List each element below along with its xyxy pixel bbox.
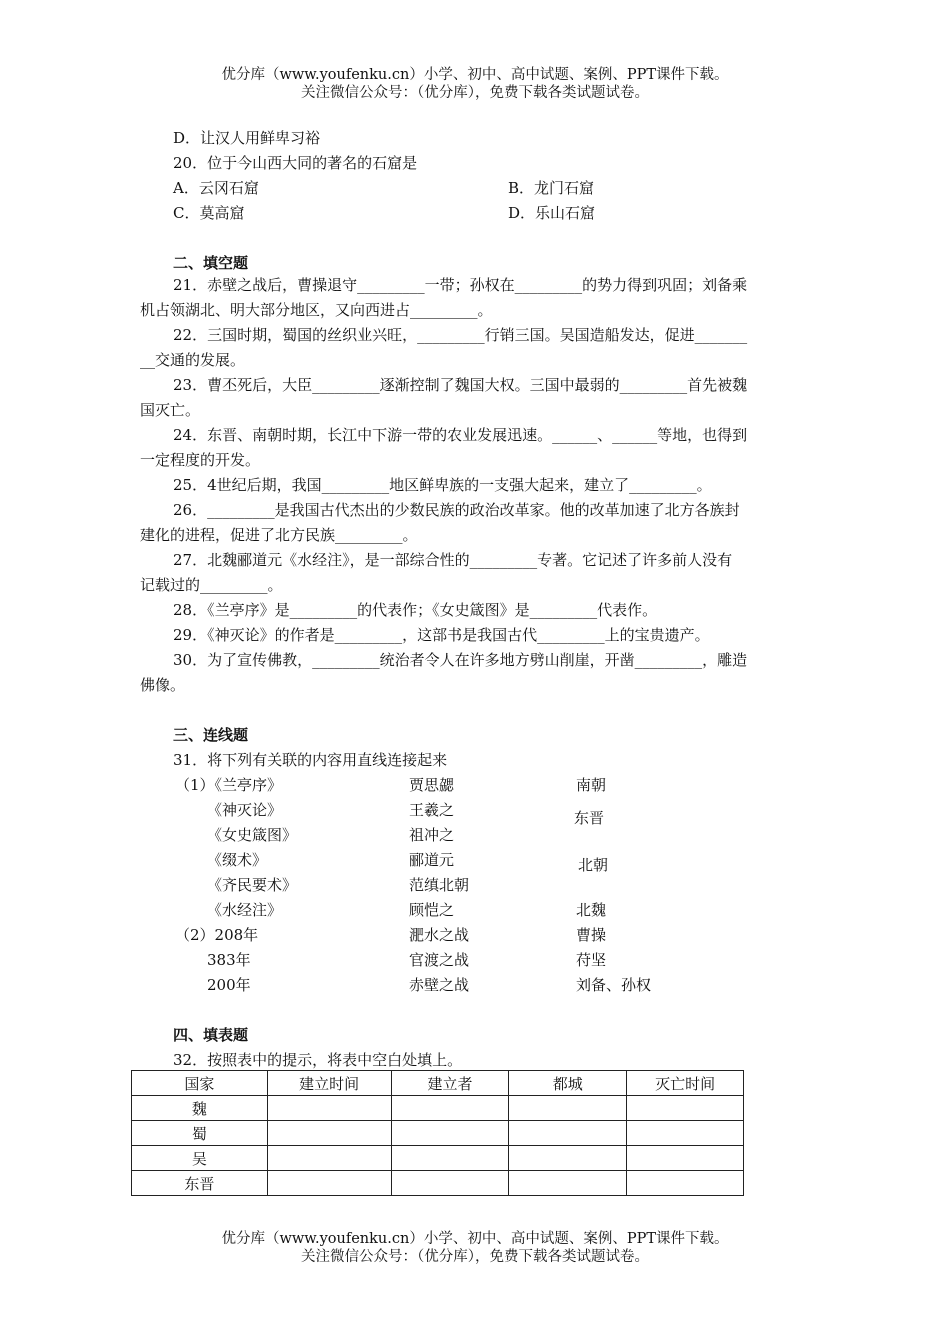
- table-header-cell: 国家: [132, 1071, 268, 1096]
- match-left-item: 383年: [207, 951, 251, 969]
- table-cell-blank[interactable]: [627, 1171, 744, 1196]
- match-middle-item: 淝水之战: [409, 926, 470, 944]
- match-left-item: （2）208年: [175, 926, 259, 944]
- q19-option-d: D．让汉人用鲜卑习裕: [173, 129, 321, 147]
- table-cell-blank[interactable]: [391, 1146, 509, 1171]
- section-matching-title: 三、连线题: [173, 726, 249, 744]
- match-right-item: 苻坚: [576, 951, 607, 969]
- q26-line-1: 26．_________是我国古代杰出的少数民族的政治改革家。他的改革加速了北方各族封: [173, 501, 740, 519]
- table-cell-blank[interactable]: [391, 1171, 509, 1196]
- match-middle-item: 范缜北朝: [409, 876, 470, 894]
- match-left-item: 《齐民要术》: [207, 876, 298, 894]
- table-cell-blank[interactable]: [509, 1096, 627, 1121]
- table-cell-blank[interactable]: [627, 1121, 744, 1146]
- q26-line-2: 建化的进程，促进了北方民族_________。: [140, 526, 418, 544]
- question-22: [140, 323, 812, 373]
- question-29: [140, 623, 812, 648]
- match-right-item: 东晋: [574, 809, 605, 827]
- table-cell-blank[interactable]: [267, 1096, 391, 1121]
- match-left-item: （1）《兰亭序》: [175, 776, 283, 794]
- q32-stem: 32．按照表中的提示，将表中空白处填上。: [173, 1051, 463, 1069]
- q28-line-1: 28．《兰亭序》是_________的代表作；《女史箴图》是_________代表作。: [173, 601, 658, 619]
- table-cell-blank[interactable]: [509, 1146, 627, 1171]
- q20-option-d: D．乐山石窟: [508, 204, 596, 222]
- match-left-item: 《水经注》: [207, 901, 283, 919]
- match-middle-item: 王羲之: [409, 801, 455, 819]
- table-header-cell: 建立时间: [267, 1071, 391, 1096]
- table-header-cell: 建立者: [391, 1071, 509, 1096]
- match-middle-item: 顾恺之: [409, 901, 455, 919]
- match-middle-item: 祖冲之: [409, 826, 455, 844]
- q21-line-2: 机占领湖北、明大部分地区，又向西进占_________。: [140, 301, 493, 319]
- question-26: [140, 498, 812, 548]
- table-cell-country: 东晋: [132, 1171, 268, 1196]
- table-row: [132, 1171, 744, 1196]
- q22-line-1: 22．三国时期，蜀国的丝织业兴旺，_________行销三国。吴国造船发达，促进_______: [173, 326, 748, 344]
- q25-line-1: 25．4世纪后期，我国_________地区鲜卑族的一支强大起来，建立了_________。: [173, 476, 712, 494]
- q20-option-b: B．龙门石窟: [508, 179, 595, 197]
- table-cell-blank[interactable]: [267, 1146, 391, 1171]
- q29-line-1: 29．《神灭论》的作者是_________，这部书是我国古代_________上的宝贵遗产。: [173, 626, 710, 644]
- footer-line-1: 优分库（www.youfenku.cn）小学、初中、高中试题、案例、PPT课件下载。: [221, 1231, 729, 1247]
- table-cell-blank[interactable]: [509, 1171, 627, 1196]
- q23-line-2: 国灭亡。: [140, 401, 201, 419]
- table-header-cell: 灭亡时间: [627, 1071, 744, 1096]
- fill-in-table: [131, 1070, 744, 1196]
- question-24: [140, 423, 812, 473]
- match-middle-item: 官渡之战: [409, 951, 470, 969]
- question-25: [140, 473, 812, 498]
- match-middle-item: 赤壁之战: [409, 976, 470, 994]
- q20-option-a: A．云冈石窟: [173, 179, 259, 197]
- question-28: [140, 598, 812, 623]
- q23-line-1: 23．曹丕死后，大臣_________逐渐控制了魏国大权。三国中最弱的_________首先被魏: [173, 376, 748, 394]
- table-cell-blank[interactable]: [627, 1146, 744, 1171]
- q20-stem: 20．位于今山西大同的著名的石窟是: [173, 154, 418, 172]
- question-23: [140, 373, 812, 423]
- header-line-1: 优分库（www.youfenku.cn）小学、初中、高中试题、案例、PPT课件下载。: [221, 67, 729, 83]
- table-header-cell: 都城: [509, 1071, 627, 1096]
- table-cell-blank[interactable]: [509, 1121, 627, 1146]
- section-fill-blank-title: 二、填空题: [173, 254, 249, 272]
- q22-line-2: __交通的发展。: [140, 351, 246, 369]
- page-header: [0, 66, 950, 102]
- match-right-item: 刘备、孙权: [576, 976, 652, 994]
- match-right-item: 南朝: [576, 776, 607, 794]
- match-right-item: 北魏: [576, 901, 607, 919]
- table-cell-blank[interactable]: [391, 1121, 509, 1146]
- question-21: [140, 273, 812, 323]
- match-left-item: 《缀术》: [207, 851, 268, 869]
- question-27: [140, 548, 812, 598]
- q27-line-1: 27．北魏郦道元《水经注》，是一部综合性的_________专著。它记述了许多前人没有: [173, 551, 733, 569]
- q20-option-c: C．莫高窟: [173, 204, 245, 222]
- q24-line-1: 24．东晋、南朝时期，长江中下游一带的农业发展迅速。______、______等地，也得到: [173, 426, 748, 444]
- table-cell-blank[interactable]: [391, 1096, 509, 1121]
- match-middle-item: 郦道元: [409, 851, 455, 869]
- footer-line-2: 关注微信公众号：（优分库），免费下载各类试题试卷。: [301, 1249, 649, 1265]
- q21-line-1: 21．赤壁之战后，曹操退守_________一带；孙权在_________的势力得到巩固；刘备乘: [173, 276, 748, 294]
- match-left-item: 《女史箴图》: [207, 826, 298, 844]
- q30-line-1: 30．为了宣传佛教，_________统治者令人在许多地方劈山削崖，开凿_________，雕造: [173, 651, 748, 669]
- table-header-row: [132, 1071, 744, 1096]
- table-cell-country: 吴: [132, 1146, 268, 1171]
- match-left-item: 200年: [207, 976, 251, 994]
- section-table-title: 四、填表题: [173, 1026, 249, 1044]
- q24-line-2: 一定程度的开发。: [140, 451, 261, 469]
- match-middle-item: 贾思勰: [409, 776, 455, 794]
- table-row: [132, 1096, 744, 1121]
- page-footer: [0, 1230, 950, 1266]
- table-cell-country: 魏: [132, 1096, 268, 1121]
- match-right-item: 北朝: [578, 856, 609, 874]
- table-cell-blank[interactable]: [267, 1121, 391, 1146]
- question-30: [140, 648, 812, 698]
- table-cell-country: 蜀: [132, 1121, 268, 1146]
- table-cell-blank[interactable]: [267, 1171, 391, 1196]
- table-row: [132, 1146, 744, 1171]
- q27-line-2: 记载过的_________。: [140, 576, 283, 594]
- table-row: [132, 1121, 744, 1146]
- match-right-item: 曹操: [576, 926, 607, 944]
- q30-line-2: 佛像。: [140, 676, 186, 694]
- match-left-item: 《神灭论》: [207, 801, 283, 819]
- table-cell-blank[interactable]: [627, 1096, 744, 1121]
- header-line-2: 关注微信公众号：（优分库），免费下载各类试题试卷。: [301, 85, 649, 101]
- q31-stem: 31．将下列有关联的内容用直线连接起来: [173, 751, 448, 769]
